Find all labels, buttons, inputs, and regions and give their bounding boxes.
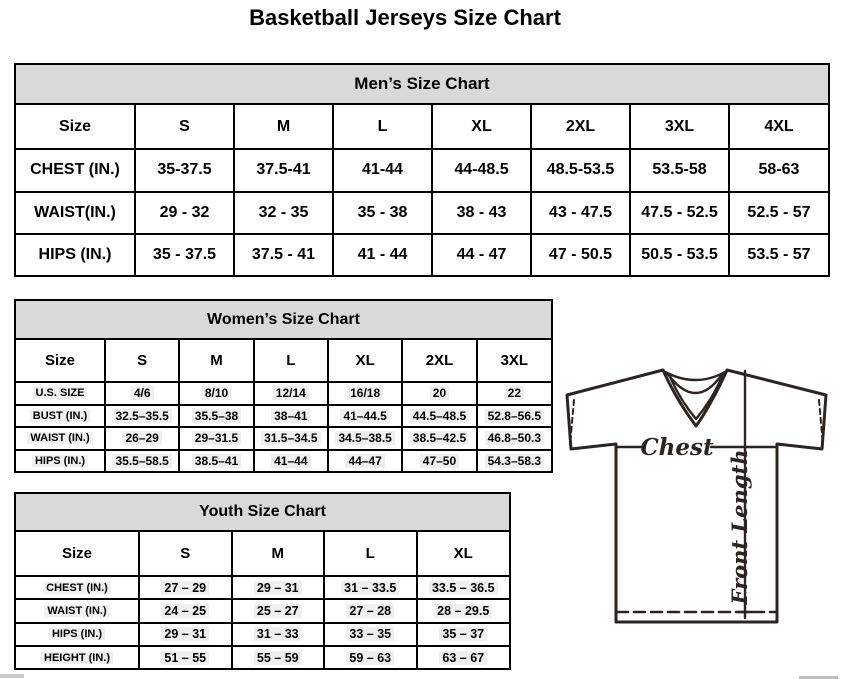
row-label (16, 149, 135, 192)
size-value (179, 427, 253, 450)
size-value (531, 192, 630, 235)
size-value-text: 37.5-41 (256, 161, 311, 179)
header-row (16, 532, 509, 576)
jersey-measurement-diagram (555, 355, 840, 645)
size-value-text: 32 - 35 (258, 204, 309, 222)
size-value (417, 576, 510, 599)
size-value-text: 29–31.5 (192, 431, 241, 445)
size-value-text: 47 - 50.5 (548, 246, 613, 264)
row-label-text: HIPS (IN.) (38, 246, 112, 264)
column-header (630, 105, 729, 149)
size-value (105, 382, 179, 405)
column-header-text: XL (355, 352, 375, 369)
header-row (16, 105, 828, 149)
size-value-text: 29 - 32 (159, 204, 210, 222)
size-value (139, 623, 232, 646)
size-value (324, 576, 417, 599)
column-header (254, 340, 328, 382)
column-header (729, 105, 828, 149)
size-value-text: 53.5 - 57 (747, 246, 811, 264)
size-value-text: 41–44 (271, 454, 310, 468)
row-label-text: CHEST (IN.) (30, 161, 120, 179)
row-label-text: HEIGHT (IN.) (41, 652, 113, 664)
size-value (328, 427, 402, 450)
table-row (16, 149, 828, 192)
mens-chart-title: Men’s Size Chart (16, 65, 828, 105)
size-value-text: 35 - 37.5 (152, 246, 217, 264)
table-row (16, 192, 828, 235)
column-header-text: S (179, 117, 190, 135)
size-value-text: 51 – 55 (161, 651, 209, 665)
womens-table (16, 340, 551, 471)
table-row (16, 234, 828, 275)
size-header (16, 340, 105, 382)
size-value (333, 192, 432, 235)
size-value-text: 35 - 38 (357, 204, 408, 222)
header-row (16, 340, 551, 382)
size-value-text: 31 – 33.5 (341, 581, 399, 595)
youth-chart-title: Youth Size Chart (16, 494, 509, 532)
column-header (234, 105, 333, 149)
size-value (402, 382, 476, 405)
size-value-text: 31.5–34.5 (261, 431, 320, 445)
chest-label: Chest (640, 434, 714, 461)
size-value (729, 149, 828, 192)
row-label-text: CHEST (IN.) (43, 582, 111, 594)
size-value (630, 149, 729, 192)
size-value-text: 46.8–50.3 (485, 431, 544, 445)
column-header (105, 340, 179, 382)
size-value (254, 427, 328, 450)
size-value (179, 382, 253, 405)
column-header (531, 105, 630, 149)
size-value-text: 20 (430, 386, 449, 400)
size-value (232, 623, 325, 646)
size-value-text: 27 – 28 (346, 604, 394, 618)
row-label-text: HIPS (IN.) (32, 455, 88, 467)
size-value (254, 405, 328, 428)
page-title: Basketball Jerseys Size Chart (249, 5, 561, 30)
column-header-text: L (286, 352, 296, 369)
size-value (402, 450, 476, 471)
column-header-text: M (210, 352, 223, 369)
column-header (402, 340, 476, 382)
size-value (135, 192, 234, 235)
table-row (16, 427, 551, 450)
size-value (477, 382, 551, 405)
table-row (16, 576, 509, 599)
table-row (16, 599, 509, 622)
size-value (135, 149, 234, 192)
size-value (139, 576, 232, 599)
size-value (328, 382, 402, 405)
size-value (417, 623, 510, 646)
size-value (432, 192, 531, 235)
column-header-text: S (137, 352, 148, 369)
size-value (477, 405, 551, 428)
row-label (16, 576, 139, 599)
size-value-text: 27 – 29 (161, 581, 209, 595)
size-value (333, 149, 432, 192)
column-header-text: 2XL (425, 352, 454, 369)
size-value (105, 405, 179, 428)
size-value (105, 450, 179, 471)
size-value (729, 192, 828, 235)
size-value-text: 33.5 – 36.5 (429, 581, 498, 595)
size-value (417, 646, 510, 668)
size-header-text: Size (44, 352, 75, 369)
size-value (402, 427, 476, 450)
size-value-text: 31 – 33 (254, 627, 302, 641)
size-value-text: 32.5–35.5 (112, 409, 171, 423)
size-value (234, 149, 333, 192)
size-value-text: 35 – 37 (439, 627, 487, 641)
column-header (179, 340, 253, 382)
size-value-text: 44 - 47 (456, 246, 507, 264)
size-value (324, 623, 417, 646)
size-value-text: 24 – 25 (161, 604, 209, 618)
size-value (417, 599, 510, 622)
size-value-text: 38 - 43 (456, 204, 507, 222)
size-value-text: 41-44 (362, 161, 403, 179)
size-value-text: 44.5–48.5 (410, 409, 469, 423)
size-value (254, 382, 328, 405)
size-value (234, 234, 333, 275)
size-value (630, 192, 729, 235)
size-value-text: 25 – 27 (254, 604, 302, 618)
size-value-text: 29 – 31 (254, 581, 302, 595)
size-value (402, 405, 476, 428)
row-label (16, 427, 105, 450)
size-value (139, 599, 232, 622)
size-value-text: 26–29 (122, 431, 161, 445)
size-value-text: 16/18 (347, 386, 383, 400)
size-value (179, 405, 253, 428)
size-value (139, 646, 232, 668)
row-label (16, 234, 135, 275)
size-value-text: 58-63 (758, 161, 800, 179)
size-value-text: 63 – 67 (439, 651, 487, 665)
row-label-text: U.S. SIZE (33, 387, 88, 399)
size-value-text: 38.5–42.5 (410, 431, 469, 445)
size-value (234, 192, 333, 235)
size-value (324, 599, 417, 622)
column-header (477, 340, 551, 382)
table-row (16, 450, 551, 471)
size-value-text: 12/14 (273, 386, 309, 400)
column-header (417, 532, 510, 576)
column-header (324, 532, 417, 576)
column-header (139, 532, 232, 576)
size-value-text: 28 – 29.5 (434, 604, 492, 618)
size-value-text: 47–50 (420, 454, 459, 468)
mens-size-chart (14, 63, 830, 277)
row-label (16, 192, 135, 235)
womens-chart-title: Women’s Size Chart (16, 301, 551, 340)
size-value (324, 646, 417, 668)
size-value-text: 59 – 63 (346, 651, 394, 665)
column-header-text: L (365, 545, 375, 562)
size-value (630, 234, 729, 275)
column-header-text: 3XL (500, 352, 529, 369)
size-value-text: 22 (505, 386, 524, 400)
column-header-text: XL (471, 117, 492, 135)
size-value-text: 35.5–38 (192, 409, 241, 423)
column-header-text: 4XL (764, 117, 794, 135)
size-value (477, 427, 551, 450)
cropped-element-left (0, 674, 24, 678)
row-label (16, 405, 105, 428)
row-label (16, 599, 139, 622)
row-label-text: WAIST (IN.) (44, 605, 109, 617)
size-value-text: 35-37.5 (157, 161, 212, 179)
youth-table (16, 532, 509, 668)
jersey-icon (555, 355, 840, 645)
size-value-text: 41 - 44 (357, 246, 408, 264)
size-header (16, 532, 139, 576)
column-header (232, 532, 325, 576)
size-value-text: 52.5 - 57 (747, 204, 811, 222)
table-row (16, 405, 551, 428)
size-value-text: 8/10 (202, 386, 231, 400)
size-value-text: 37.5 - 41 (251, 246, 316, 264)
mens-table (16, 105, 828, 275)
row-label (16, 623, 139, 646)
column-header-text: 3XL (664, 117, 695, 135)
column-header-text: 2XL (565, 117, 596, 135)
size-value-text: 43 - 47.5 (548, 204, 613, 222)
size-value (328, 450, 402, 471)
size-value (432, 234, 531, 275)
size-value-text: 41–44.5 (340, 409, 389, 423)
column-header (432, 105, 531, 149)
size-value-text: 48.5-53.5 (546, 161, 615, 179)
size-header-text: Size (58, 117, 91, 135)
table-row (16, 623, 509, 646)
size-value (531, 234, 630, 275)
size-value-text: 50.5 - 53.5 (641, 246, 718, 264)
size-value (477, 450, 551, 471)
size-value (232, 646, 325, 668)
size-value (254, 450, 328, 471)
size-value-text: 55 – 59 (254, 651, 302, 665)
table-row (16, 382, 551, 405)
size-value-text: 33 – 35 (346, 627, 394, 641)
size-value-text: 54.3–58.3 (485, 454, 544, 468)
column-header-text: S (180, 545, 191, 562)
size-value-text: 44-48.5 (454, 161, 509, 179)
size-value-text: 53.5-58 (652, 161, 707, 179)
column-header-text: M (271, 545, 284, 562)
row-label-text: BUST (IN.) (30, 410, 90, 422)
column-header-text: M (276, 117, 291, 135)
row-label-text: WAIST(IN.) (34, 204, 116, 222)
size-value (105, 427, 179, 450)
size-value (729, 234, 828, 275)
size-value-text: 4/6 (131, 386, 154, 400)
size-header (16, 105, 135, 149)
column-header-text: XL (453, 545, 473, 562)
size-value-text: 29 – 31 (161, 627, 209, 641)
size-value (531, 149, 630, 192)
size-value-text: 34.5–38.5 (335, 431, 394, 445)
size-value-text: 38–41 (271, 409, 310, 423)
row-label (16, 646, 139, 668)
column-header (333, 105, 432, 149)
column-header-text: L (377, 117, 388, 135)
size-header-text: Size (61, 545, 92, 562)
size-value (179, 450, 253, 471)
size-value (135, 234, 234, 275)
row-label (16, 382, 105, 405)
table-row (16, 646, 509, 668)
size-value-text: 35.5–58.5 (112, 454, 171, 468)
size-value (328, 405, 402, 428)
front-length-label: Front Length (727, 449, 752, 605)
size-value-text: 52.8–56.5 (485, 409, 544, 423)
row-label-text: HIPS (IN.) (49, 628, 105, 640)
size-value (432, 149, 531, 192)
size-value (333, 234, 432, 275)
size-value (232, 599, 325, 622)
size-value-text: 44–47 (345, 454, 384, 468)
size-value-text: 38.5–41 (192, 454, 241, 468)
size-value-text: 47.5 - 52.5 (641, 204, 718, 222)
row-label (16, 450, 105, 471)
column-header (135, 105, 234, 149)
row-label-text: WAIST (IN.) (27, 432, 92, 444)
womens-size-chart (14, 299, 553, 473)
youth-size-chart (14, 492, 511, 670)
size-value (232, 576, 325, 599)
column-header (328, 340, 402, 382)
